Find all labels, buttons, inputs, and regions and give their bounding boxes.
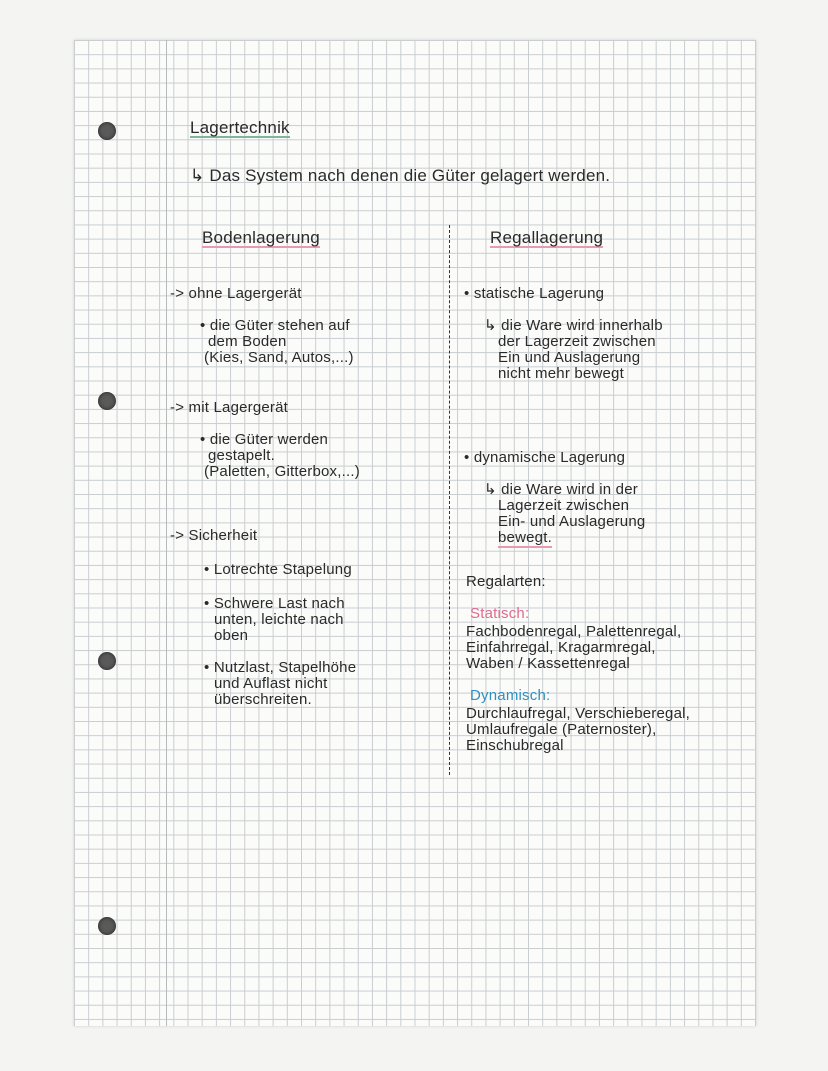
note-line: Einfahrregal, Kragarmregal, — [466, 639, 656, 656]
definition: ↳ Das System nach denen die Güter gelagert werden. — [190, 166, 611, 185]
note-line: • die Güter stehen auf — [200, 317, 350, 334]
note-line: ↳ die Ware wird innerhalb — [484, 317, 663, 334]
note-line: dem Boden — [208, 333, 287, 350]
punch-hole — [98, 652, 116, 670]
note-line: • Schwere Last nach — [204, 595, 345, 612]
note-line: oben — [214, 627, 249, 644]
static-label: Statisch: — [470, 605, 530, 622]
column-divider — [449, 225, 450, 775]
note-line: Lagerzeit zwischen — [498, 497, 630, 514]
note-line: der Lagerzeit zwischen — [498, 333, 656, 350]
note-line: Waben / Kassettenregal — [466, 655, 630, 672]
regalarten-label: Regalarten: — [466, 573, 546, 590]
punch-hole — [98, 392, 116, 410]
note-line: ↳ die Ware wird in der — [484, 481, 638, 498]
note-line: • Nutzlast, Stapelhöhe — [204, 659, 357, 676]
note-line: und Auflast nicht — [214, 675, 328, 692]
note-line: (Kies, Sand, Autos,...) — [204, 349, 354, 366]
heading-bodenlagerung: Bodenlagerung — [202, 228, 320, 247]
note-line: überschreiten. — [214, 691, 312, 708]
note-line: Einschubregal — [466, 737, 564, 754]
section-label: -> Sicherheit — [170, 527, 258, 544]
page-title: Lagertechnik — [190, 118, 290, 137]
note-line: Fachbodenregal, Palettenregal, — [466, 623, 682, 640]
note-line: Ein und Auslagerung — [498, 349, 641, 366]
punch-hole — [98, 122, 116, 140]
margin-line — [166, 40, 167, 1026]
note-line: nicht mehr bewegt — [498, 365, 624, 382]
note-line: Durchlaufregal, Verschieberegal, — [466, 705, 691, 722]
section-label: • dynamische Lagerung — [464, 449, 626, 466]
note-line: bewegt. — [498, 529, 552, 546]
punch-hole — [98, 917, 116, 935]
note-line: Umlaufregale (Paternoster), — [466, 721, 657, 738]
dynamic-label: Dynamisch: — [470, 687, 551, 704]
note-line: (Paletten, Gitterbox,...) — [204, 463, 360, 480]
grid-paper-page — [74, 40, 756, 1026]
section-label: -> ohne Lagergerät — [170, 285, 302, 302]
note-line: gestapelt. — [208, 447, 276, 464]
section-label: • statische Lagerung — [464, 285, 605, 302]
note-line: Ein- und Auslagerung — [498, 513, 646, 530]
section-label: -> mit Lagergerät — [170, 399, 289, 416]
note-line: • Lotrechte Stapelung — [204, 561, 352, 578]
note-line: unten, leichte nach — [214, 611, 344, 628]
note-line: • die Güter werden — [200, 431, 329, 448]
heading-regallagerung: Regallagerung — [490, 228, 604, 247]
